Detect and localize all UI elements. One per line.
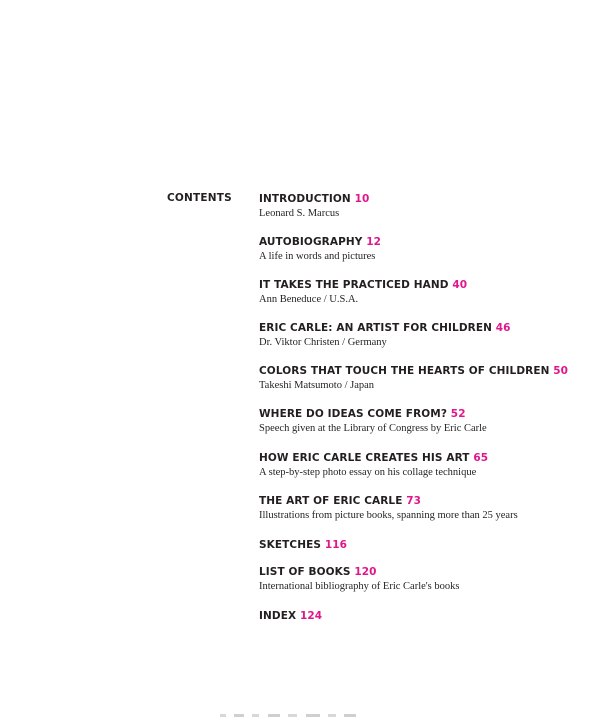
toc-entry-sketches[interactable] <box>259 538 347 552</box>
entry-subtitle: Ann Beneduce / U.S.A. <box>259 294 359 305</box>
entry-page-number: 65 <box>473 452 489 464</box>
entry-page-number: 52 <box>450 408 466 420</box>
entry-subtitle: Takeshi Matsumoto / Japan <box>259 380 375 391</box>
entry-title: AUTOBIOGRAPHY 12 <box>259 236 382 248</box>
toc-entry-index[interactable] <box>259 609 322 623</box>
entry-page-number: 73 <box>406 495 422 507</box>
entry-page-number: 120 <box>354 566 377 578</box>
entry-page-number: 46 <box>495 322 511 334</box>
entry-page-number: 116 <box>324 539 348 551</box>
toc-entry-colors-that-touch[interactable] <box>259 364 568 393</box>
entry-subtitle: Dr. Viktor Christen / Germany <box>259 337 387 348</box>
entry-subtitle: Leonard S. Marcus <box>259 208 340 219</box>
entry-title: WHERE DO IDEAS COME FROM? 52 <box>259 408 466 420</box>
entry-subtitle: Illustrations from picture books, spanning more than 25 years <box>259 510 518 521</box>
contents-heading: CONTENTS <box>167 192 232 204</box>
entry-title: IT TAKES THE PRACTICED HAND 40 <box>259 279 468 291</box>
entry-subtitle: A step-by-step photo essay on his collage technique <box>259 467 477 478</box>
toc-entry-autobiography[interactable] <box>259 235 381 264</box>
toc-entry-art-of-eric-carle[interactable] <box>259 494 518 523</box>
entry-page-number: 12 <box>366 236 382 248</box>
entry-page-number: 10 <box>354 193 370 205</box>
entry-page-number: 124 <box>299 610 323 622</box>
toc-entry-list-of-books[interactable] <box>259 565 459 594</box>
page-bottom-fragment <box>220 711 380 717</box>
entry-title: LIST OF BOOKS 120 <box>259 566 377 578</box>
toc-entry-artist-for-children[interactable] <box>259 321 511 350</box>
entry-page-number: 50 <box>553 365 569 377</box>
entry-title: INTRODUCTION 10 <box>259 193 370 205</box>
entry-subtitle: Speech given at the Library of Congress by Eric Carle <box>259 423 487 434</box>
toc-entry-how-eric-carle-creates[interactable] <box>259 451 488 480</box>
entry-title: ERIC CARLE: AN ARTIST FOR CHILDREN 46 <box>259 322 511 334</box>
entry-title: SKETCHES 116 <box>259 539 348 551</box>
toc-entry-practiced-hand[interactable] <box>259 278 467 307</box>
entry-title: INDEX 124 <box>259 610 323 622</box>
entry-subtitle: A life in words and pictures <box>259 251 376 262</box>
entry-subtitle: International bibliography of Eric Carle's books <box>259 581 460 592</box>
entry-page-number: 40 <box>452 279 468 291</box>
entry-title: COLORS THAT TOUCH THE HEARTS OF CHILDREN 50 <box>259 365 569 377</box>
entry-title: HOW ERIC CARLE CREATES HIS ART 65 <box>259 452 489 464</box>
entry-title: THE ART OF ERIC CARLE 73 <box>259 495 422 507</box>
toc-entry-where-do-ideas[interactable] <box>259 407 487 436</box>
toc-entry-introduction[interactable] <box>259 192 369 221</box>
